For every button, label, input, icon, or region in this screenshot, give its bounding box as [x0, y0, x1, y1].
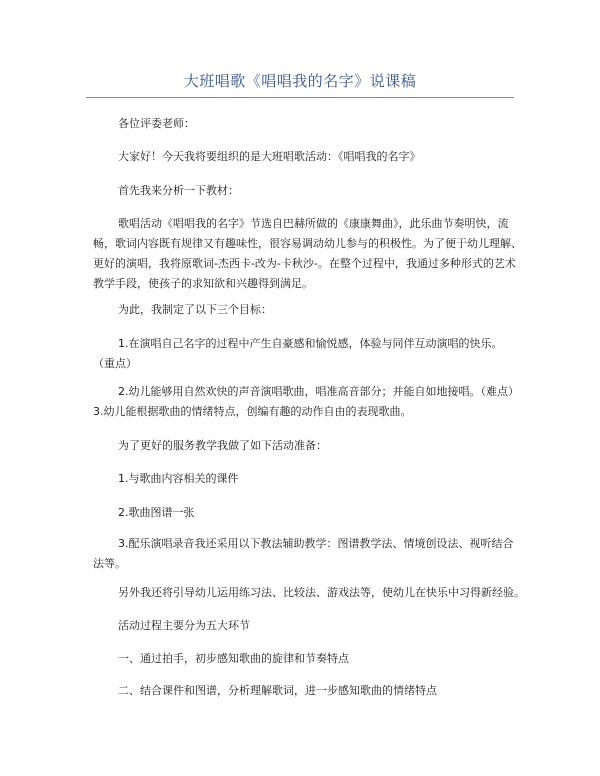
preparation-item-3-cont: 法等。: [93, 557, 126, 570]
material-paragraph-line-1: 歌唱活动《唱唱我的名字》节选自巴赫所做的《康康舞曲》，此乐曲节奏明快，流: [118, 217, 509, 230]
preparation-item-1: 1.与歌曲内容相关的课件: [118, 472, 239, 485]
analysis-intro: 首先我来分析一下教材：: [118, 184, 239, 197]
preparation-item-2: 2.歌曲图谱一张: [118, 506, 195, 519]
document-title: 大班唱歌《唱唱我的名字》说课稿: [183, 72, 417, 90]
methods-paragraph: 另外我还将引导幼儿运用练习法、比较法、游戏法等，使幼儿在快乐中习得新经验。: [118, 586, 525, 599]
material-paragraph-line-4: 教学手段，使孩子的求知欲和兴趣得到满足。: [93, 277, 313, 290]
material-paragraph-line-2: 畅，歌词内容既有规律又有趣味性，很容易调动幼儿参与的积极性。为了便于幼儿理解、: [93, 237, 522, 250]
goals-intro: 为此，我制定了以下三个目标：: [118, 303, 272, 316]
preparation-item-3: 3.配乐演唱录音我还采用以下教法辅助教学：图谱教学法、情境创设法、视听结合: [118, 537, 514, 550]
process-step-2: 二、结合课件和图谱，分析理解歌词，进一步感知歌曲的情绪特点: [118, 684, 437, 697]
goal-1: 1.在演唱自己名字的过程中产生自豪感和愉悦感，体验与同伴互动演唱的快乐。: [118, 337, 503, 350]
salutation: 各位评委老师：: [118, 117, 195, 130]
preparation-intro: 为了更好的服务教学我做了如下活动准备：: [118, 439, 327, 452]
material-paragraph-line-3: 更好的演唱，我将原歌词-杰西卡-改为-卡秋沙-。在整个过程中，我通过多种形式的艺术: [93, 257, 516, 270]
goal-3: 3.幼儿能根据歌曲的情绪特点，创编有趣的动作自由的表现歌曲。: [93, 405, 412, 418]
process-intro: 活动过程主要分为五大环节: [118, 619, 250, 632]
greeting-paragraph: 大家好！今天我将要组织的是大班唱歌活动：《唱唱我的名字》: [118, 150, 421, 163]
goal-2: 2.幼儿能够用自然欢快的声音演唱歌曲，唱准高音部分；并能自如地接唱。（难点）: [118, 385, 519, 398]
goal-1-note: （重点）: [93, 357, 137, 370]
title-underline: [86, 97, 514, 98]
process-step-1: 一、通过拍手，初步感知歌曲的旋律和节奏特点: [118, 652, 349, 665]
